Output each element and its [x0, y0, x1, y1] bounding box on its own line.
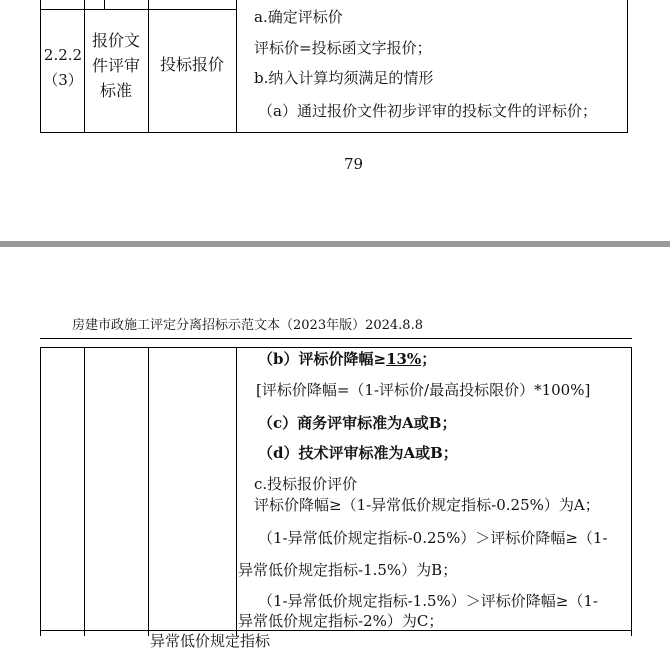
criterion-b-value: 13% — [386, 350, 422, 368]
criterion-b-prefix: （b）评标价降幅≥ — [258, 350, 387, 368]
rule-2-line-b: 异常低价规定指标-1.5%）为B； — [238, 561, 458, 579]
factor-cell — [84, 28, 148, 103]
criterion-b-suffix: ； — [421, 350, 437, 368]
rule-2-line-a: （1-异常低价规定指标-0.25%）＞评标价降幅≥（1- — [258, 529, 608, 547]
rule-3-line-b: 异常低价规定指标-2%）为C； — [238, 612, 444, 630]
rule-3-line-a: （1-异常低价规定指标-1.5%）＞评标价降幅≥（1- — [258, 592, 598, 610]
criterion-c: （c）商务评审标准为A或B； — [258, 414, 457, 432]
section-c-title: c.投标报价评价 — [254, 475, 358, 493]
page-separator — [0, 241, 670, 247]
content-line-3: b.纳入计算均须满足的情形 — [254, 69, 434, 87]
content-line-2: 评标价=投标函文字报价； — [254, 39, 432, 57]
row-id-line1: 2.2.2 — [43, 46, 83, 64]
factor-line-3: 标准 — [99, 81, 132, 100]
criterion-b — [258, 349, 436, 369]
content-line-4: （a）通过报价文件初步评审的投标文件的评标价； — [258, 102, 597, 120]
header-rule — [40, 338, 632, 339]
factor-line-2: 件评审 — [91, 56, 140, 75]
factor-line-1: 报价文 — [91, 31, 140, 50]
item-cell: 投标报价 — [159, 55, 224, 74]
rule-1: 评标价降幅≥（1-异常低价规定指标-0.25%）为A； — [254, 496, 600, 514]
criterion-d: （d）技术评审标准为A或B； — [258, 444, 458, 462]
cut-off-line: 异常低价规定指标 — [150, 632, 271, 650]
row-id-line2: （3） — [43, 71, 83, 89]
page-number: 79 — [344, 155, 364, 173]
page-header: 房建市政施工评定分离招标示范文本（2023年版）2024.8.8 — [72, 318, 423, 333]
formula-line: [评标价降幅=（1-评标价/最高投标限价）*100%] — [256, 381, 591, 399]
content-line-1: a.确定评标价 — [254, 8, 343, 26]
row-id — [40, 43, 86, 93]
